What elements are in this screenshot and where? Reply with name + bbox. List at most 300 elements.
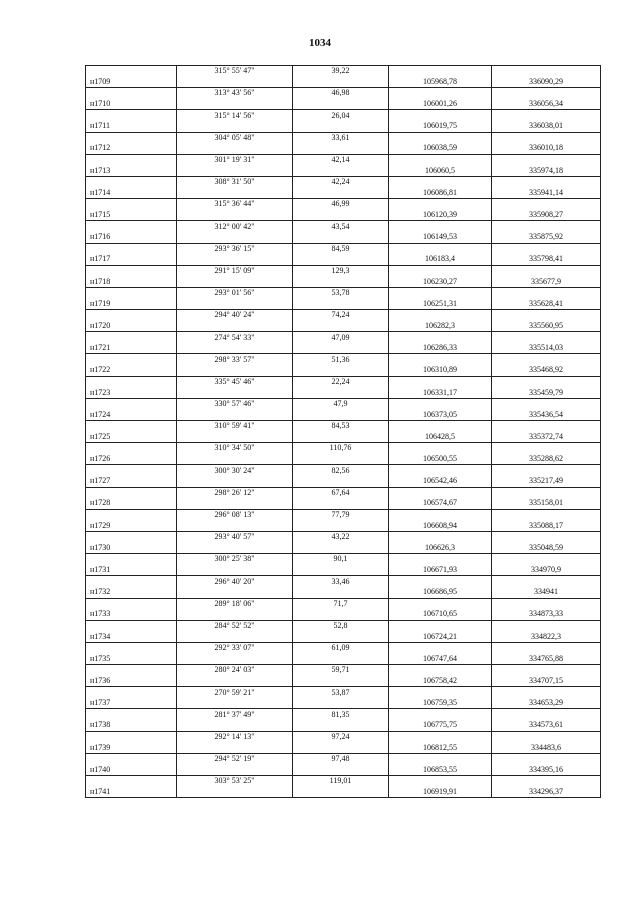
point-name-cell: н1736 xyxy=(86,676,177,687)
x-coordinate-cell xyxy=(389,88,492,99)
y-coordinate-cell: 335941,14 xyxy=(492,188,601,199)
distance-cell xyxy=(293,77,389,88)
point-name-cell: н1718 xyxy=(86,276,177,287)
point-name-cell: н1738 xyxy=(86,720,177,731)
segment-row xyxy=(86,243,601,254)
y-coordinate-cell: 335158,01 xyxy=(492,498,601,509)
x-coordinate-cell xyxy=(389,398,492,409)
point-name-cell: н1712 xyxy=(86,143,177,154)
distance-cell xyxy=(293,742,389,753)
direction-angle-cell xyxy=(177,631,293,642)
direction-angle-cell xyxy=(177,387,293,398)
distance-cell xyxy=(293,520,389,531)
direction-angle-cell: 293° 40' 57" xyxy=(177,531,293,542)
direction-angle-cell: 315° 55' 47" xyxy=(177,66,293,77)
direction-angle-cell xyxy=(177,409,293,420)
x-coordinate-cell: 106608,94 xyxy=(389,520,492,531)
distance-cell xyxy=(293,676,389,687)
distance-cell: 110,76 xyxy=(293,443,389,454)
point-row xyxy=(86,454,601,465)
point-row xyxy=(86,565,601,576)
distance-cell xyxy=(293,498,389,509)
x-coordinate-cell: 106251,31 xyxy=(389,298,492,309)
direction-angle-cell xyxy=(177,343,293,354)
point-name-cell xyxy=(86,731,177,742)
point-name-cell: н1709 xyxy=(86,77,177,88)
segment-row xyxy=(86,398,601,409)
y-coordinate-cell: 335677,9 xyxy=(492,276,601,287)
x-coordinate-cell: 106282,3 xyxy=(389,321,492,332)
point-row xyxy=(86,676,601,687)
direction-angle-cell xyxy=(177,254,293,265)
x-coordinate-cell xyxy=(389,598,492,609)
point-name-cell xyxy=(86,132,177,143)
point-name-cell xyxy=(86,531,177,542)
point-name-cell xyxy=(86,576,177,587)
x-coordinate-cell: 106500,55 xyxy=(389,454,492,465)
x-coordinate-cell: 106775,75 xyxy=(389,720,492,731)
distance-cell xyxy=(293,99,389,110)
y-coordinate-cell xyxy=(492,620,601,631)
x-coordinate-cell xyxy=(389,776,492,787)
point-row xyxy=(86,343,601,354)
point-name-cell xyxy=(86,243,177,254)
x-coordinate-cell xyxy=(389,642,492,653)
y-coordinate-cell: 334296,37 xyxy=(492,787,601,798)
point-name-cell xyxy=(86,443,177,454)
distance-cell: 42,14 xyxy=(293,154,389,165)
point-name-cell xyxy=(86,199,177,210)
direction-angle-cell: 289° 18' 06" xyxy=(177,598,293,609)
point-row xyxy=(86,321,601,332)
direction-angle-cell: 310° 34' 50" xyxy=(177,443,293,454)
distance-cell xyxy=(293,543,389,554)
distance-cell: 46,99 xyxy=(293,199,389,210)
point-name-cell xyxy=(86,354,177,365)
x-coordinate-cell xyxy=(389,576,492,587)
direction-angle-cell: 274° 54' 33" xyxy=(177,332,293,343)
x-coordinate-cell: 106120,39 xyxy=(389,210,492,221)
direction-angle-cell xyxy=(177,77,293,88)
distance-cell xyxy=(293,454,389,465)
distance-cell: 53,78 xyxy=(293,287,389,298)
x-coordinate-cell xyxy=(389,487,492,498)
y-coordinate-cell xyxy=(492,132,601,143)
y-coordinate-cell xyxy=(492,221,601,232)
x-coordinate-cell: 106853,55 xyxy=(389,764,492,775)
direction-angle-cell: 310° 59' 41" xyxy=(177,421,293,432)
y-coordinate-cell xyxy=(492,642,601,653)
distance-cell: 42,24 xyxy=(293,176,389,187)
x-coordinate-cell xyxy=(389,265,492,276)
x-coordinate-cell: 106038,59 xyxy=(389,143,492,154)
x-coordinate-cell: 106626,3 xyxy=(389,543,492,554)
x-coordinate-cell xyxy=(389,199,492,210)
point-name-cell xyxy=(86,176,177,187)
y-coordinate-cell: 334483,6 xyxy=(492,742,601,753)
segment-row xyxy=(86,421,601,432)
distance-cell: 97,48 xyxy=(293,753,389,764)
point-name-cell: н1722 xyxy=(86,365,177,376)
point-name-cell xyxy=(86,287,177,298)
y-coordinate-cell: 334707,15 xyxy=(492,676,601,687)
point-name-cell: н1727 xyxy=(86,476,177,487)
point-row xyxy=(86,254,601,265)
y-coordinate-cell xyxy=(492,531,601,542)
point-name-cell xyxy=(86,376,177,387)
y-coordinate-cell xyxy=(492,287,601,298)
y-coordinate-cell: 335372,74 xyxy=(492,432,601,443)
y-coordinate-cell xyxy=(492,687,601,698)
point-row xyxy=(86,631,601,642)
segment-row xyxy=(86,642,601,653)
direction-angle-cell: 284° 52' 52" xyxy=(177,620,293,631)
distance-cell: 81,35 xyxy=(293,709,389,720)
distance-cell xyxy=(293,653,389,664)
y-coordinate-cell xyxy=(492,398,601,409)
y-coordinate-cell: 336056,34 xyxy=(492,99,601,110)
segment-row xyxy=(86,620,601,631)
distance-cell: 59,71 xyxy=(293,665,389,676)
direction-angle-cell xyxy=(177,298,293,309)
segment-row xyxy=(86,753,601,764)
point-name-cell: н1713 xyxy=(86,165,177,176)
point-name-cell: н1711 xyxy=(86,121,177,132)
point-name-cell: н1721 xyxy=(86,343,177,354)
direction-angle-cell xyxy=(177,543,293,554)
direction-angle-cell: 315° 36' 44" xyxy=(177,199,293,210)
point-name-cell: н1734 xyxy=(86,631,177,642)
y-coordinate-cell xyxy=(492,154,601,165)
direction-angle-cell xyxy=(177,210,293,221)
y-coordinate-cell xyxy=(492,554,601,565)
distance-cell: 51,36 xyxy=(293,354,389,365)
distance-cell: 74,24 xyxy=(293,310,389,321)
x-coordinate-cell: 106759,35 xyxy=(389,698,492,709)
x-coordinate-cell: 106428,5 xyxy=(389,432,492,443)
distance-cell: 33,61 xyxy=(293,132,389,143)
x-coordinate-cell xyxy=(389,176,492,187)
point-name-cell xyxy=(86,398,177,409)
distance-cell: 46,98 xyxy=(293,88,389,99)
point-name-cell: н1733 xyxy=(86,609,177,620)
distance-cell: 52,8 xyxy=(293,620,389,631)
y-coordinate-cell: 335875,92 xyxy=(492,232,601,243)
direction-angle-cell: 280° 24' 03" xyxy=(177,665,293,676)
x-coordinate-cell xyxy=(389,731,492,742)
point-name-cell: н1732 xyxy=(86,587,177,598)
direction-angle-cell: 294° 40' 24" xyxy=(177,310,293,321)
distance-cell: 33,46 xyxy=(293,576,389,587)
x-coordinate-cell xyxy=(389,687,492,698)
distance-cell xyxy=(293,409,389,420)
segment-row xyxy=(86,221,601,232)
y-coordinate-cell xyxy=(492,265,601,276)
direction-angle-cell xyxy=(177,676,293,687)
y-coordinate-cell xyxy=(492,753,601,764)
y-coordinate-cell: 334395,16 xyxy=(492,764,601,775)
x-coordinate-cell: 106149,53 xyxy=(389,232,492,243)
direction-angle-cell: 313° 43' 56" xyxy=(177,88,293,99)
y-coordinate-cell xyxy=(492,665,601,676)
point-name-cell: н1723 xyxy=(86,387,177,398)
point-name-cell: н1735 xyxy=(86,653,177,664)
point-name-cell: н1740 xyxy=(86,764,177,775)
direction-angle-cell xyxy=(177,432,293,443)
y-coordinate-cell: 335468,92 xyxy=(492,365,601,376)
x-coordinate-cell xyxy=(389,421,492,432)
x-coordinate-cell: 106060,5 xyxy=(389,165,492,176)
distance-cell: 67,64 xyxy=(293,487,389,498)
y-coordinate-cell: 336090,29 xyxy=(492,77,601,88)
y-coordinate-cell: 335560,95 xyxy=(492,321,601,332)
y-coordinate-cell xyxy=(492,465,601,476)
y-coordinate-cell: 335798,41 xyxy=(492,254,601,265)
direction-angle-cell: 281° 37' 49" xyxy=(177,709,293,720)
y-coordinate-cell xyxy=(492,421,601,432)
x-coordinate-cell: 106286,33 xyxy=(389,343,492,354)
segment-row xyxy=(86,88,601,99)
distance-cell: 119,01 xyxy=(293,776,389,787)
point-row xyxy=(86,188,601,199)
y-coordinate-cell xyxy=(492,110,601,121)
direction-angle-cell: 300° 30' 24" xyxy=(177,465,293,476)
x-coordinate-cell: 106183,4 xyxy=(389,254,492,265)
direction-angle-cell: 330° 57' 46" xyxy=(177,398,293,409)
distance-cell xyxy=(293,276,389,287)
direction-angle-cell xyxy=(177,587,293,598)
distance-cell xyxy=(293,210,389,221)
point-row xyxy=(86,653,601,664)
segment-row xyxy=(86,576,601,587)
point-name-cell: н1719 xyxy=(86,298,177,309)
x-coordinate-cell: 105968,78 xyxy=(389,77,492,88)
point-row xyxy=(86,498,601,509)
distance-cell xyxy=(293,587,389,598)
point-name-cell: н1739 xyxy=(86,742,177,753)
distance-cell xyxy=(293,631,389,642)
distance-cell: 97,24 xyxy=(293,731,389,742)
direction-angle-cell: 301° 19' 31" xyxy=(177,154,293,165)
direction-angle-cell xyxy=(177,476,293,487)
point-name-cell xyxy=(86,421,177,432)
direction-angle-cell xyxy=(177,99,293,110)
y-coordinate-cell: 334653,29 xyxy=(492,698,601,709)
y-coordinate-cell xyxy=(492,776,601,787)
direction-angle-cell: 291° 15' 09" xyxy=(177,265,293,276)
x-coordinate-cell: 106747,64 xyxy=(389,653,492,664)
distance-cell: 47,09 xyxy=(293,332,389,343)
point-row xyxy=(86,409,601,420)
direction-angle-cell xyxy=(177,787,293,798)
point-name-cell: н1716 xyxy=(86,232,177,243)
distance-cell: 84,53 xyxy=(293,421,389,432)
x-coordinate-cell xyxy=(389,154,492,165)
x-coordinate-cell xyxy=(389,709,492,720)
x-coordinate-cell: 106086,81 xyxy=(389,188,492,199)
y-coordinate-cell xyxy=(492,332,601,343)
point-row xyxy=(86,298,601,309)
point-name-cell xyxy=(86,598,177,609)
point-name-cell: н1731 xyxy=(86,565,177,576)
point-name-cell: н1724 xyxy=(86,409,177,420)
page-number: 1034 xyxy=(309,37,331,49)
x-coordinate-cell xyxy=(389,443,492,454)
distance-cell xyxy=(293,143,389,154)
point-name-cell xyxy=(86,221,177,232)
y-coordinate-cell: 335974,18 xyxy=(492,165,601,176)
x-coordinate-cell: 106230,27 xyxy=(389,276,492,287)
y-coordinate-cell: 336010,18 xyxy=(492,143,601,154)
segment-row xyxy=(86,265,601,276)
segment-row xyxy=(86,132,601,143)
point-row xyxy=(86,764,601,775)
segment-row xyxy=(86,509,601,520)
segment-row xyxy=(86,66,601,77)
y-coordinate-cell xyxy=(492,176,601,187)
segment-row xyxy=(86,731,601,742)
point-row xyxy=(86,121,601,132)
y-coordinate-cell xyxy=(492,88,601,99)
point-row xyxy=(86,232,601,243)
y-coordinate-cell: 334970,9 xyxy=(492,565,601,576)
point-name-cell xyxy=(86,665,177,676)
point-row xyxy=(86,365,601,376)
y-coordinate-cell xyxy=(492,576,601,587)
point-name-cell: н1728 xyxy=(86,498,177,509)
distance-cell xyxy=(293,298,389,309)
segment-row xyxy=(86,354,601,365)
segment-row xyxy=(86,154,601,165)
point-row xyxy=(86,432,601,443)
point-name-cell: н1737 xyxy=(86,698,177,709)
distance-cell xyxy=(293,165,389,176)
y-coordinate-cell: 335288,62 xyxy=(492,454,601,465)
segment-row xyxy=(86,199,601,210)
segment-row xyxy=(86,176,601,187)
direction-angle-cell: 298° 33' 57" xyxy=(177,354,293,365)
distance-cell xyxy=(293,188,389,199)
y-coordinate-cell: 334573,61 xyxy=(492,720,601,731)
direction-angle-cell xyxy=(177,165,293,176)
y-coordinate-cell: 334941 xyxy=(492,587,601,598)
distance-cell: 61,09 xyxy=(293,642,389,653)
point-name-cell: н1741 xyxy=(86,787,177,798)
coordinates-table-container xyxy=(85,65,600,798)
point-row xyxy=(86,543,601,554)
point-row xyxy=(86,276,601,287)
distance-cell xyxy=(293,232,389,243)
direction-angle-cell: 294° 52' 19" xyxy=(177,753,293,764)
point-name-cell xyxy=(86,332,177,343)
y-coordinate-cell xyxy=(492,310,601,321)
direction-angle-cell xyxy=(177,653,293,664)
point-row xyxy=(86,587,601,598)
coordinates-table xyxy=(85,65,601,798)
distance-cell xyxy=(293,609,389,620)
x-coordinate-cell: 106686,95 xyxy=(389,587,492,598)
x-coordinate-cell xyxy=(389,753,492,764)
y-coordinate-cell xyxy=(492,354,601,365)
x-coordinate-cell: 106001,26 xyxy=(389,99,492,110)
y-coordinate-cell: 335908,27 xyxy=(492,210,601,221)
segment-row xyxy=(86,310,601,321)
point-name-cell xyxy=(86,776,177,787)
direction-angle-cell: 298° 26' 12" xyxy=(177,487,293,498)
point-name-cell: н1726 xyxy=(86,454,177,465)
point-name-cell: н1725 xyxy=(86,432,177,443)
y-coordinate-cell xyxy=(492,243,601,254)
distance-cell xyxy=(293,787,389,798)
distance-cell: 53,87 xyxy=(293,687,389,698)
distance-cell: 22,24 xyxy=(293,376,389,387)
distance-cell xyxy=(293,698,389,709)
x-coordinate-cell: 106373,05 xyxy=(389,409,492,420)
x-coordinate-cell xyxy=(389,509,492,520)
x-coordinate-cell: 106671,93 xyxy=(389,565,492,576)
point-row xyxy=(86,99,601,110)
x-coordinate-cell: 106758,42 xyxy=(389,676,492,687)
point-row xyxy=(86,165,601,176)
point-name-cell xyxy=(86,753,177,764)
distance-cell: 71,7 xyxy=(293,598,389,609)
y-coordinate-cell xyxy=(492,709,601,720)
point-name-cell xyxy=(86,465,177,476)
direction-angle-cell: 293° 36' 15" xyxy=(177,243,293,254)
distance-cell: 84,59 xyxy=(293,243,389,254)
direction-angle-cell: 292° 14' 13" xyxy=(177,731,293,742)
y-coordinate-cell xyxy=(492,598,601,609)
point-name-cell xyxy=(86,154,177,165)
point-row xyxy=(86,698,601,709)
x-coordinate-cell: 106542,46 xyxy=(389,476,492,487)
segment-row xyxy=(86,776,601,787)
y-coordinate-cell: 334822,3 xyxy=(492,631,601,642)
x-coordinate-cell xyxy=(389,465,492,476)
y-coordinate-cell: 335628,41 xyxy=(492,298,601,309)
direction-angle-cell xyxy=(177,498,293,509)
point-name-cell: н1717 xyxy=(86,254,177,265)
segment-row xyxy=(86,598,601,609)
direction-angle-cell xyxy=(177,609,293,620)
point-name-cell xyxy=(86,487,177,498)
y-coordinate-cell xyxy=(492,731,601,742)
distance-cell: 43,54 xyxy=(293,221,389,232)
point-name-cell xyxy=(86,66,177,77)
x-coordinate-cell xyxy=(389,287,492,298)
point-row xyxy=(86,520,601,531)
y-coordinate-cell xyxy=(492,487,601,498)
segment-row xyxy=(86,665,601,676)
distance-cell xyxy=(293,254,389,265)
point-row xyxy=(86,720,601,731)
x-coordinate-cell: 106919,91 xyxy=(389,787,492,798)
direction-angle-cell xyxy=(177,276,293,287)
direction-angle-cell: 315° 14' 56" xyxy=(177,110,293,121)
point-name-cell: н1715 xyxy=(86,210,177,221)
distance-cell: 39,22 xyxy=(293,66,389,77)
x-coordinate-cell xyxy=(389,221,492,232)
distance-cell xyxy=(293,432,389,443)
y-coordinate-cell: 335088,17 xyxy=(492,520,601,531)
coordinates-table-body xyxy=(86,66,601,798)
x-coordinate-cell xyxy=(389,665,492,676)
segment-row xyxy=(86,709,601,720)
point-name-cell xyxy=(86,620,177,631)
x-coordinate-cell: 106710,65 xyxy=(389,609,492,620)
x-coordinate-cell xyxy=(389,110,492,121)
direction-angle-cell xyxy=(177,188,293,199)
